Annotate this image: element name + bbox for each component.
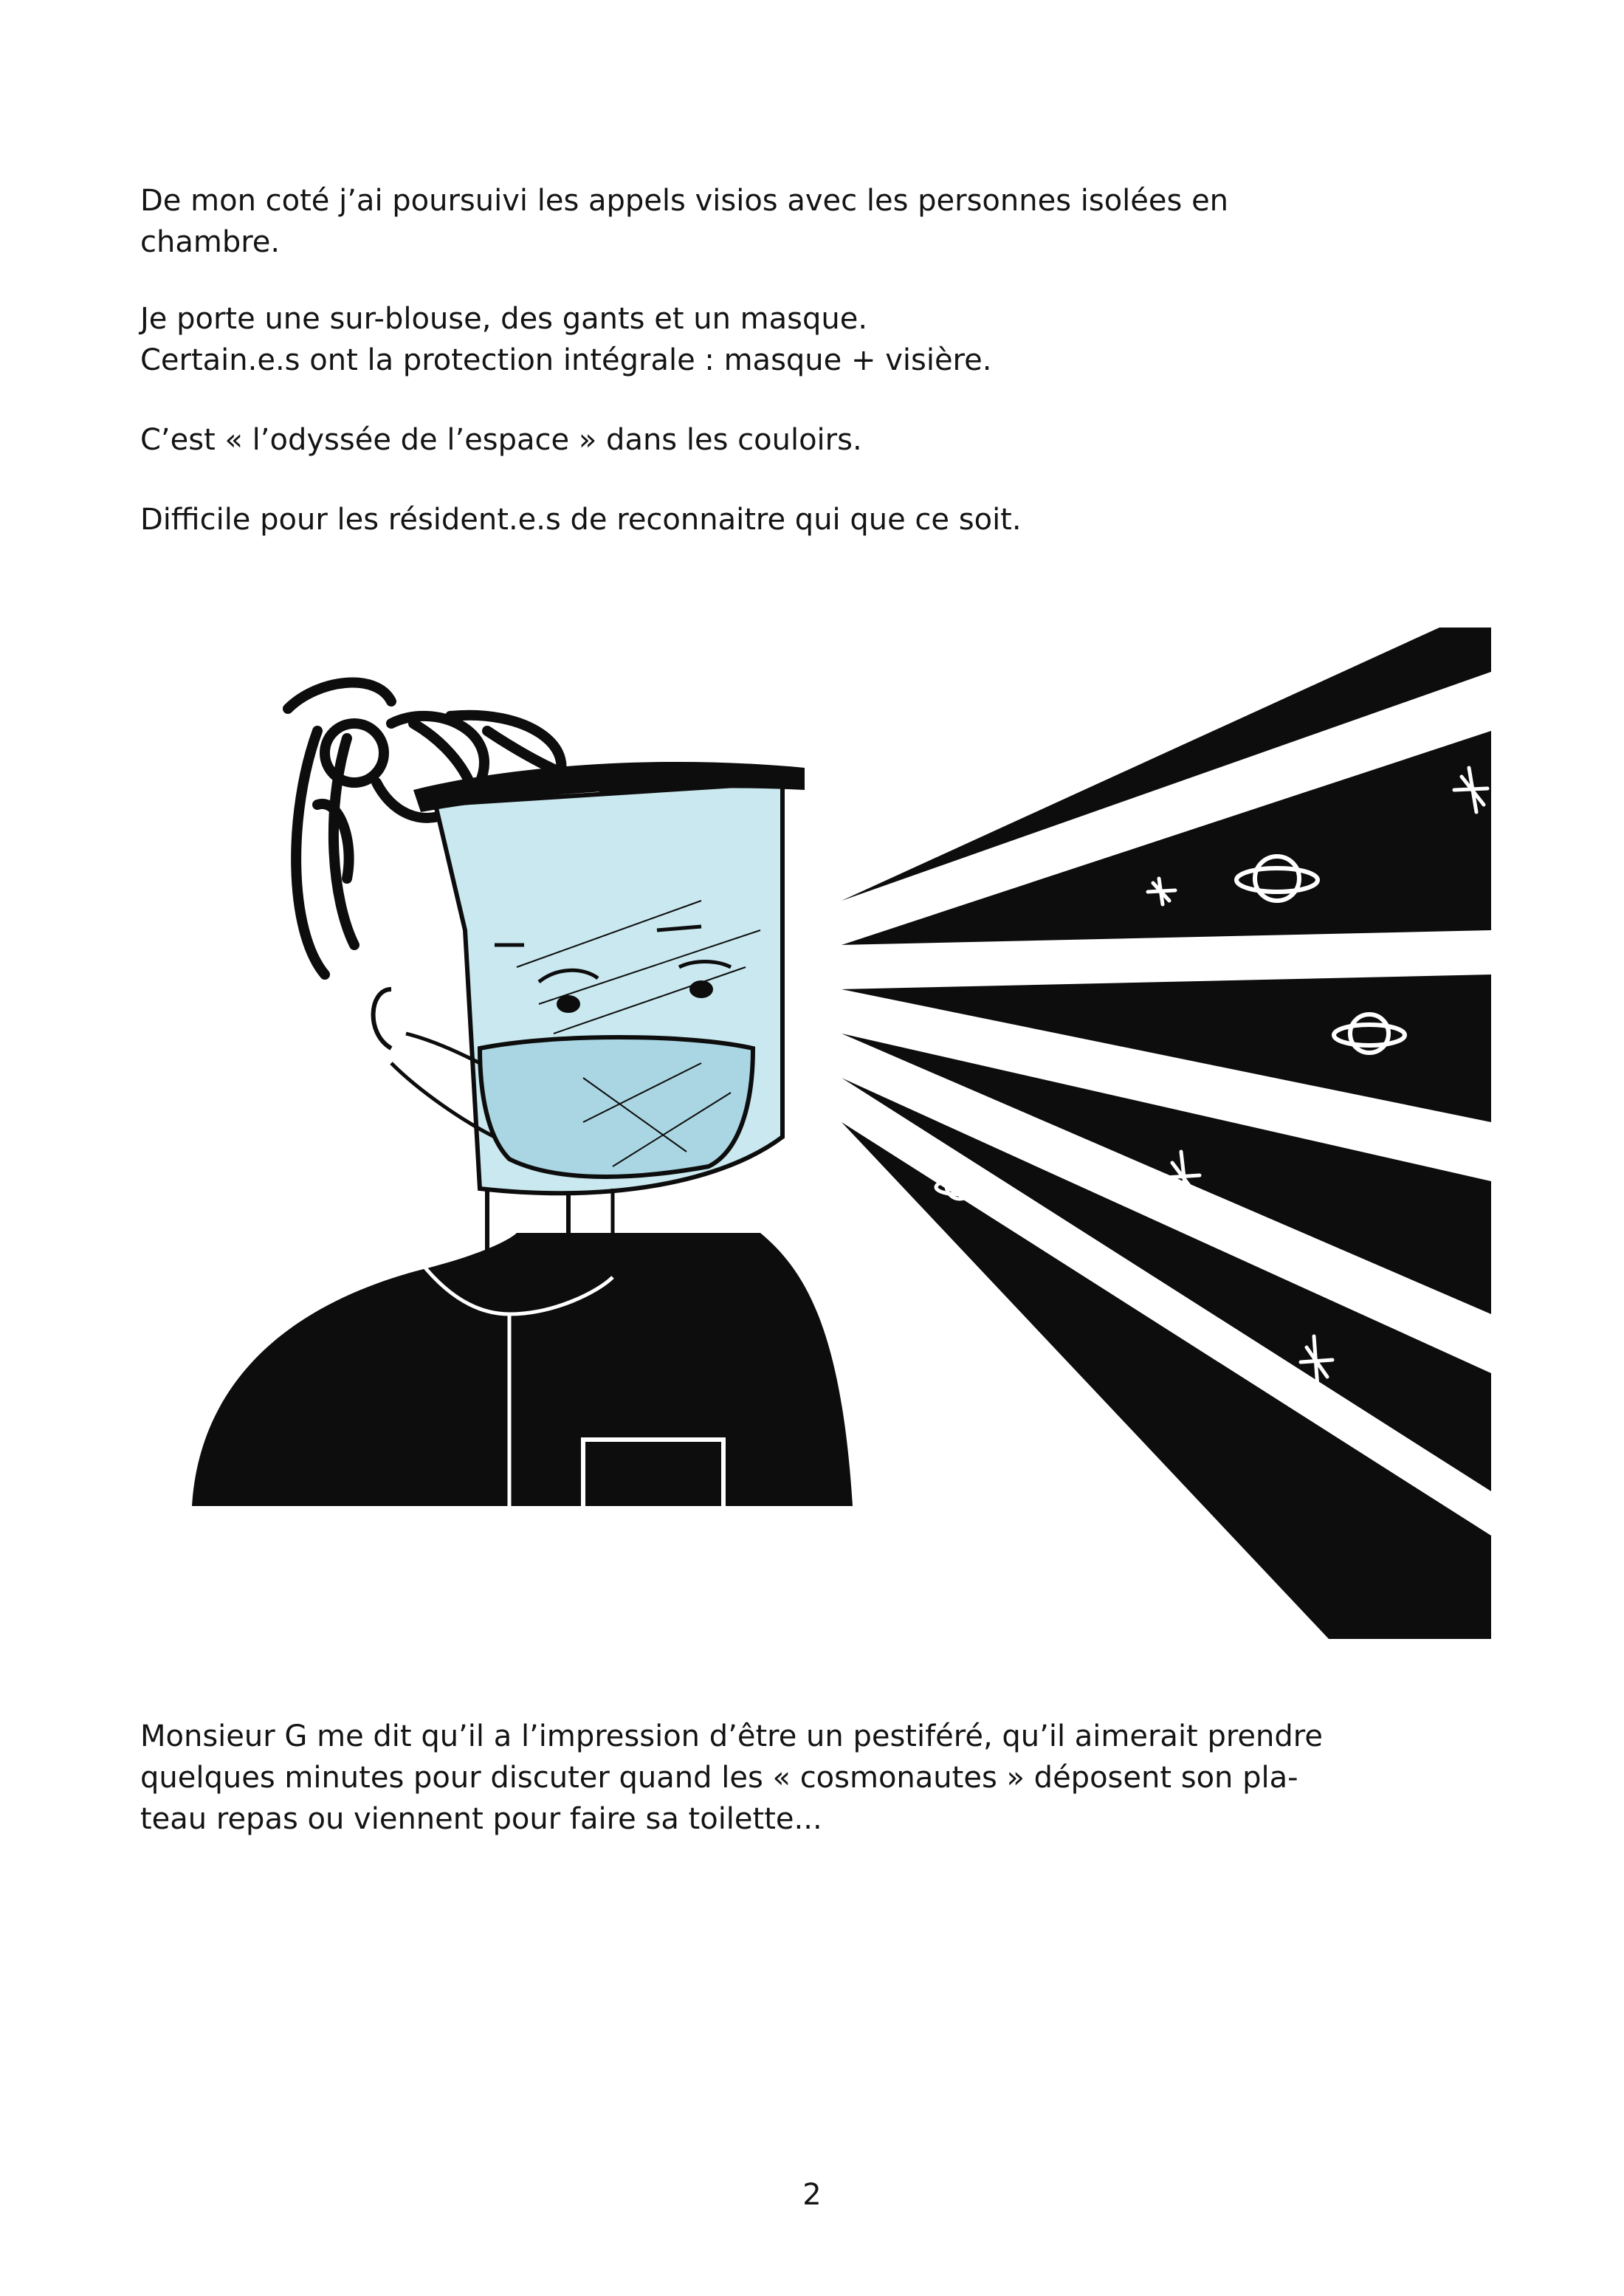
paragraph-protective-gear: Je porte une sur-blouse, des gants et un masque. Certain.e.s ont la protection intégrale : masque + visière.: [140, 302, 992, 377]
star-icon: [1118, 1469, 1159, 1528]
paragraph-monsieur-g: Monsieur G me dit qu’il a l’impression d’être un pestiféré, qu’il aimerait prendre quelques minutes pour discuter quand les « cosmonautes » déposent son pla- teau repas ou viennent pour faire sa toilette...: [140, 1719, 1323, 1836]
face-mask: [480, 1037, 753, 1177]
person-figure: [192, 683, 853, 1513]
paragraph-space-odyssey: C’est « l’odyssée de l’espace » dans les couloirs.: [140, 423, 862, 457]
star-icon: [1022, 768, 1048, 797]
page-number: 2: [802, 2178, 822, 2212]
space-rays: [842, 628, 1491, 1639]
moon-icon: [991, 1314, 1035, 1358]
jacket: [192, 1233, 853, 1506]
star-icon: [1129, 672, 1166, 709]
paragraph-video-calls: De mon coté j’ai poursuivi les appels visios avec les personnes isolées en chambre.: [140, 184, 1229, 259]
illustration-panel: [170, 620, 1499, 1654]
paragraph-recognition: Difficile pour les résident.e.s de reconnaitre qui que ce soit.: [140, 503, 1022, 537]
ear: [374, 989, 391, 1048]
